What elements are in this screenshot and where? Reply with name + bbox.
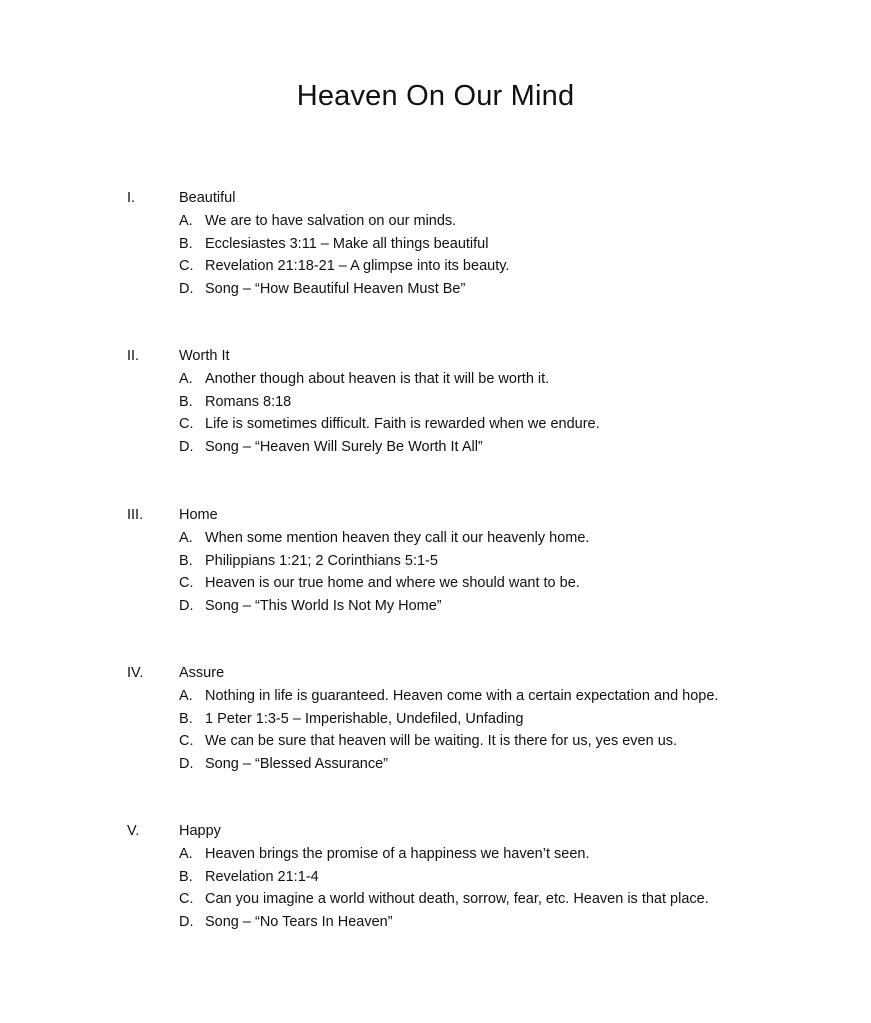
item-letter: C. [179, 733, 194, 749]
item-letter: B. [179, 552, 193, 569]
item-letter: B. [179, 393, 193, 410]
item-text: Life is sometimes difficult. Faith is rewarded when we endure. [205, 416, 600, 432]
section-numeral: V. [127, 823, 140, 839]
outline-item [179, 730, 718, 753]
item-text: We are to have salvation on our minds. [205, 213, 457, 229]
item-text: Nothing in life is guaranteed. Heaven come with a certain expectation and hope. [205, 688, 719, 704]
section-items [179, 368, 600, 458]
item-text: Song – “How Beautiful Heaven Must Be” [205, 280, 466, 297]
section-heading: Happy [179, 823, 221, 839]
item-letter: A. [179, 688, 193, 704]
outline-item [179, 753, 718, 776]
item-text: Philippians 1:21; 2 Corinthians 5:1-5 [205, 552, 438, 569]
outline-item [179, 550, 589, 573]
outline-item [179, 888, 709, 911]
item-letter: A. [179, 530, 193, 546]
section-numeral: IV. [127, 665, 144, 681]
section-items [179, 210, 509, 300]
item-text: Ecclesiastes 3:11 – Make all things beautiful [205, 235, 489, 252]
outline-item [179, 210, 509, 233]
item-letter: C. [179, 258, 194, 274]
item-letter: A. [179, 213, 193, 229]
item-text: Another though about heaven is that it will be worth it. [205, 371, 550, 387]
outline-item [179, 436, 600, 459]
item-text: When some mention heaven they call it our heavenly home. [205, 530, 590, 546]
outline-item [179, 413, 600, 436]
item-letter: D. [179, 913, 194, 930]
section-numeral: II. [127, 348, 140, 364]
section-items [179, 685, 718, 775]
item-text: Heaven is our true home and where we should want to be. [205, 575, 580, 591]
section-numeral: I. [127, 190, 136, 206]
outline-item [179, 595, 589, 618]
item-text: We can be sure that heaven will be waiting. It is there for us, yes even us. [205, 733, 678, 749]
item-text: Revelation 21:1-4 [205, 868, 319, 885]
item-text: Can you imagine a world without death, sorrow, fear, etc. Heaven is that place. [205, 891, 709, 907]
section-heading: Assure [179, 665, 225, 681]
outline-item [179, 255, 509, 278]
item-letter: A. [179, 371, 193, 387]
item-text: Song – “Blessed Assurance” [205, 755, 388, 772]
section-items [179, 527, 589, 617]
item-text: Song – “Heaven Will Surely Be Worth It All” [205, 438, 483, 455]
item-letter: C. [179, 575, 194, 591]
section-heading: Worth It [179, 348, 230, 364]
item-letter: D. [179, 280, 194, 297]
item-text: Song – “No Tears In Heaven” [205, 913, 393, 930]
item-text: 1 Peter 1:3-5 – Imperishable, Undefiled, Unfading [205, 710, 524, 727]
outline-item [179, 233, 509, 256]
outline-item [179, 391, 600, 414]
section-heading: Beautiful [179, 190, 236, 206]
item-text: Revelation 21:18-21 – A glimpse into its beauty. [205, 258, 510, 274]
outline-item [179, 278, 509, 301]
item-letter: B. [179, 235, 193, 252]
item-text: Song – “This World Is Not My Home” [205, 597, 442, 614]
item-letter: B. [179, 868, 193, 885]
outline-item [179, 368, 600, 391]
item-letter: D. [179, 755, 194, 772]
item-letter: D. [179, 597, 194, 614]
outline-item [179, 911, 709, 934]
item-text: Heaven brings the promise of a happiness we haven’t seen. [205, 846, 590, 862]
section-numeral: III. [127, 507, 144, 523]
outline-item [179, 685, 718, 708]
item-letter: C. [179, 416, 194, 432]
item-letter: D. [179, 438, 194, 455]
document-title: Heaven On Our Mind [296, 80, 575, 112]
item-letter: C. [179, 891, 194, 907]
item-text: Romans 8:18 [205, 393, 292, 410]
outline-item [179, 708, 718, 731]
outline-item [179, 843, 709, 866]
section-items [179, 843, 709, 933]
outline-item [179, 572, 589, 595]
section-heading: Home [179, 507, 218, 523]
item-letter: B. [179, 710, 193, 727]
item-letter: A. [179, 846, 193, 862]
outline-item [179, 866, 709, 889]
outline-item [179, 527, 589, 550]
